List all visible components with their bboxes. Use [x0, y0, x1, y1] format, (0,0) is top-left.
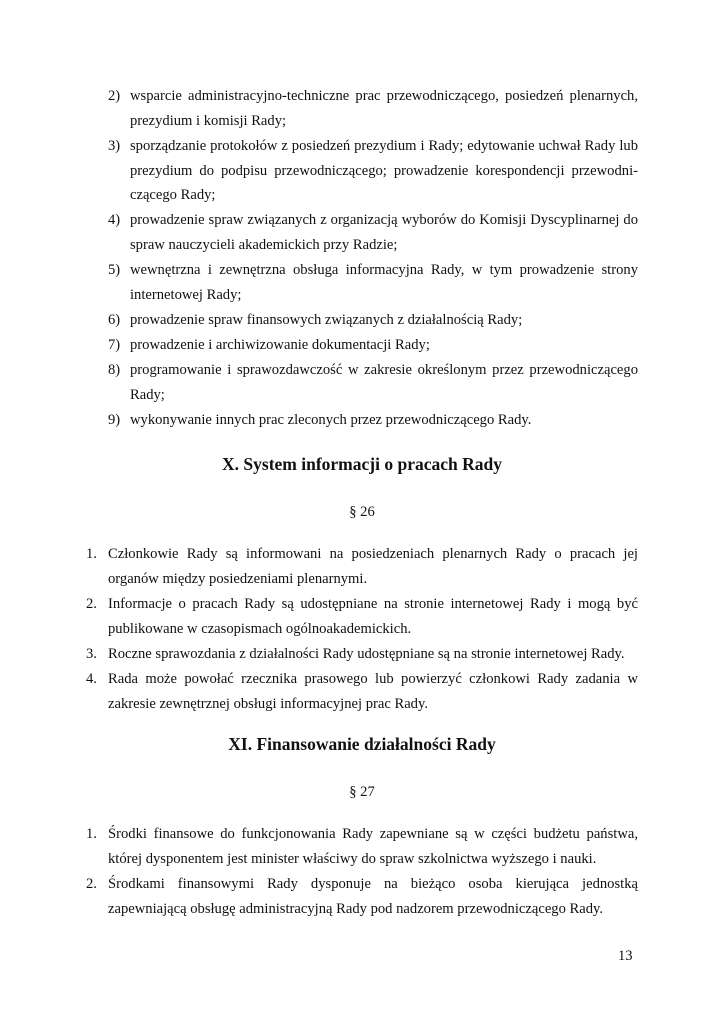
item-number: 3) — [108, 138, 121, 154]
section-heading: XI. Finansowanie działalności Rady — [228, 734, 496, 754]
list-item — [86, 592, 638, 641]
item-number: 1. — [86, 546, 97, 562]
item-number: 2) — [108, 88, 121, 104]
list-item — [108, 408, 638, 433]
list-item — [86, 667, 638, 716]
paragraph-number: § 27 — [349, 784, 375, 800]
item-text: prowadzenie spraw finansowych związanych z działalnością Rady; — [130, 312, 523, 328]
section-heading: X. System informacji o pracach Rady — [222, 454, 502, 474]
list-item — [108, 258, 638, 307]
item-number: 4) — [108, 212, 121, 228]
item-number: 2. — [86, 876, 97, 892]
item-number: 8) — [108, 362, 121, 378]
list-item — [108, 308, 638, 333]
item-number: 4. — [86, 671, 97, 687]
list-item — [86, 872, 638, 921]
item-text: sporządzanie protokołów z posiedzeń prezydium i Rady; edytowanie uchwał Rady lub prezydium do podpisu przewodniczącego; prowadzenie korespondencji przewodni-czącego Rady; — [130, 138, 638, 204]
item-number: 1. — [86, 826, 97, 842]
list-item — [108, 333, 638, 358]
item-text: Środki finansowe do funkcjonowania Rady zapewniane są w części budżetu państwa, której dysponentem jest minister właściwy do spraw szkolnictwa wyższego i nauki. — [108, 826, 638, 867]
item-number: 5) — [108, 262, 121, 278]
list-item — [108, 84, 638, 133]
item-number: 6) — [108, 312, 121, 328]
item-number: 9) — [108, 412, 121, 428]
item-text: Członkowie Rady są informowani na posiedzeniach plenarnych Rady o pracach jej organów między posiedzeniami plenarnymi. — [108, 546, 638, 587]
item-text: Roczne sprawozdania z działalności Rady udostępniane są na stronie internetowej Rady. — [108, 646, 625, 662]
paragraph-number: § 26 — [349, 504, 375, 520]
list-item — [108, 208, 638, 257]
item-number: 3. — [86, 646, 97, 662]
item-text: prowadzenie i archiwizowanie dokumentacji Rady; — [130, 337, 430, 353]
item-text: prowadzenie spraw związanych z organizacją wyborów do Komisji Dyscyplinarnej do spraw nauczycieli akademickich przy Radzie; — [130, 212, 638, 253]
item-text: wykonywanie innych prac zleconych przez przewodniczącego Rady. — [130, 412, 532, 428]
page-number: 13 — [618, 948, 633, 964]
item-text: Informacje o pracach Rady są udostępniane na stronie internetowej Rady i mogą być publikowane w czasopismach ogólnoakademickich. — [108, 596, 638, 637]
item-text: programowanie i sprawozdawczość w zakresie określonym przez przewodniczącego Rady; — [130, 362, 638, 403]
item-text: wsparcie administracyjno-techniczne prac przewodniczącego, posiedzeń plenarnych, prezydium i komisji Rady; — [130, 88, 638, 129]
list-item — [86, 542, 638, 591]
item-text: Środkami finansowymi Rady dysponuje na bieżąco osoba kierująca jednostką zapewniającą obsługę administracyjną Rady pod nadzorem przewodniczącego Rady. — [108, 876, 638, 917]
item-number: 7) — [108, 337, 121, 353]
item-number: 2. — [86, 596, 97, 612]
list-item — [86, 822, 638, 871]
item-text: Rada może powołać rzecznika prasowego lub powierzyć członkowi Rady zadania w zakresie zewnętrznej obsługi informacyjnej prac Rady. — [108, 671, 638, 712]
list-item — [108, 358, 638, 407]
item-text: wewnętrzna i zewnętrzna obsługa informacyjna Rady, w tym prowadzenie strony internetowej Rady; — [130, 262, 638, 303]
list-item — [108, 134, 638, 208]
list-item — [86, 642, 638, 667]
